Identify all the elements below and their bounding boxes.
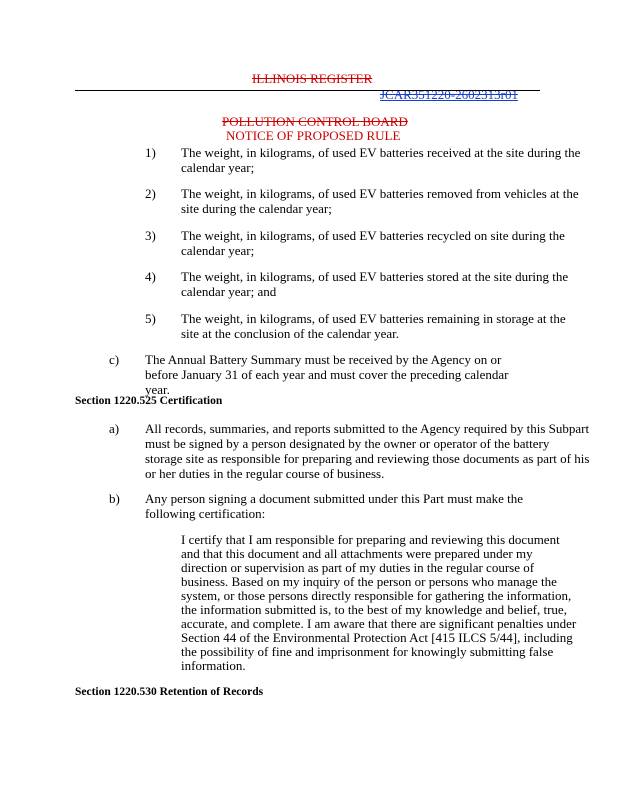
list-number: 3) bbox=[145, 228, 156, 243]
header-rule bbox=[75, 90, 540, 91]
certification-text: I certify that I am responsible for preparing and reviewing this document and that this document and all attachments were prepared under my direction or supervision as part of my duties in the regular course of business. Based on my inquiry of the person or persons who manage the system, or those persons directly responsible for gathering the information, the information submitted is, to the best of my knowledge and belief, true, accurate, and complete. I am aware that there are significant penalties under Section 44 of the Environmental Protection Act [415 ILCS 5/44], including the possibility of fine and imprisonment for knowingly submitting false information. bbox=[181, 532, 577, 673]
list-number: 4) bbox=[145, 269, 156, 284]
agency-name: POLLUTION CONTROL BOARD bbox=[222, 114, 408, 129]
list-item: The weight, in kilograms, of used EV batteries received at the site during the calendar year; bbox=[181, 145, 581, 175]
list-number: 2) bbox=[145, 186, 156, 201]
list-number: 5) bbox=[145, 311, 156, 326]
subsection-label-b: b) bbox=[109, 491, 120, 506]
subsection-b: Any person signing a document submitted under this Part must make the following certification: bbox=[145, 491, 524, 521]
list-item: The weight, in kilograms, of used EV batteries stored at the site during the calendar year; and bbox=[181, 269, 569, 299]
list-item: The weight, in kilograms, of used EV batteries recycled on site during the calendar year; bbox=[181, 228, 565, 258]
list-number: 1) bbox=[145, 145, 156, 160]
paragraph-c: The Annual Battery Summary must be received by the Agency on or before January 31 of each year and must cover the preceding calendar year. bbox=[145, 352, 509, 397]
paragraph-label-c: c) bbox=[109, 352, 120, 367]
register-title: ILLINOIS REGISTER bbox=[252, 71, 373, 86]
list-item: The weight, in kilograms, of used EV batteries remaining in storage at the site at the conclusion of the calendar year. bbox=[181, 311, 566, 341]
subsection-a: All records, summaries, and reports submitted to the Agency required by this Subpart must be signed by a person designated by the owner or operator of the battery storage site as responsible for preparing and reviewing those documents as part of his or her duties in the regular course of business. bbox=[145, 421, 590, 481]
section-heading-530: Section 1220.530 Retention of Records bbox=[75, 686, 264, 698]
section-heading-525: Section 1220.525 Certification bbox=[75, 395, 223, 407]
notice-title: NOTICE OF PROPOSED RULE bbox=[226, 128, 401, 143]
jcar-code: JCAR351220-2602313r01 bbox=[380, 87, 518, 102]
subsection-label-a: a) bbox=[109, 421, 120, 436]
list-item: The weight, in kilograms, of used EV batteries removed from vehicles at the site during the calendar year; bbox=[181, 186, 579, 216]
